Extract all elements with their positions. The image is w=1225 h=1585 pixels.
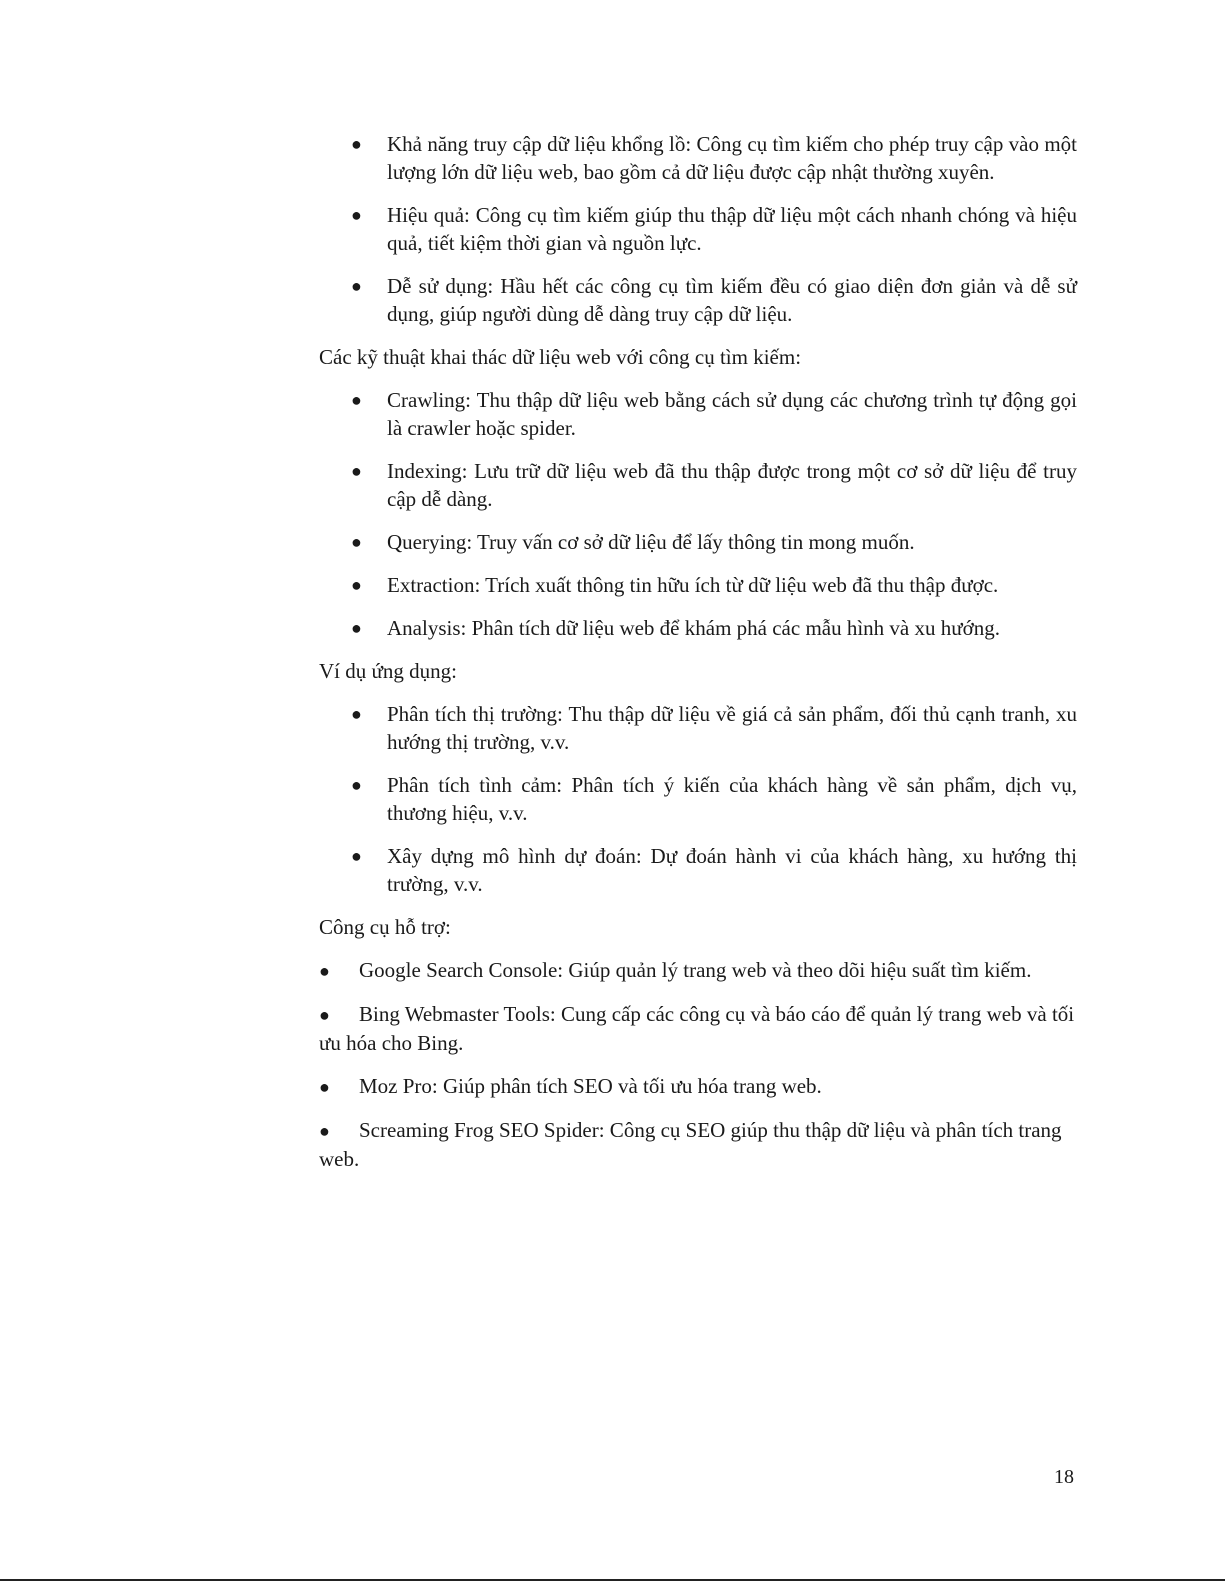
bullet-icon: ● <box>351 775 362 795</box>
tool-item <box>319 1116 1077 1173</box>
list-item-text: Crawling: Thu thập dữ liệu web bằng cách sử dụng các chương trình tự động gọi là crawler hoặc spider. <box>387 388 1077 440</box>
bullet-icon: ● <box>319 1077 330 1097</box>
list-item <box>319 130 1077 186</box>
list-item <box>319 700 1077 756</box>
bullet-icon: ● <box>319 961 330 981</box>
list-item-text: Indexing: Lưu trữ dữ liệu web đã thu thập được trong một cơ sở dữ liệu để truy cập dễ dàng. <box>387 459 1077 511</box>
bullet-icon: ● <box>351 205 362 225</box>
bullet-icon: ● <box>351 276 362 296</box>
techniques-list <box>319 386 1077 642</box>
bullet-icon: ● <box>351 134 362 154</box>
list-item-text: Extraction: Trích xuất thông tin hữu ích từ dữ liệu web đã thu thập được. <box>387 573 999 597</box>
bullet-icon: ● <box>351 704 362 724</box>
tools-list <box>319 956 1077 1173</box>
bullet-icon: ● <box>351 390 362 410</box>
tool-item <box>319 1072 1077 1101</box>
list-item-text: Phân tích tình cảm: Phân tích ý kiến của khách hàng về sản phẩm, dịch vụ, thương hiệu, v.v. <box>387 773 1077 825</box>
list-item <box>319 386 1077 442</box>
tool-item-text: Bing Webmaster Tools: Cung cấp các công cụ và báo cáo để quản lý trang web và tối ưu hóa cho Bing. <box>319 1002 1075 1055</box>
tools-heading: Công cụ hỗ trợ: <box>319 915 451 939</box>
list-item-text: Phân tích thị trường: Thu thập dữ liệu về giá cả sản phẩm, đối thủ cạnh tranh, xu hướng thị trường, v.v. <box>387 702 1077 754</box>
examples-heading: Ví dụ ứng dụng: <box>319 659 457 683</box>
bullet-icon: ● <box>319 1005 330 1025</box>
list-item <box>319 571 1077 599</box>
list-item-text: Querying: Truy vấn cơ sở dữ liệu để lấy thông tin mong muốn. <box>387 530 915 554</box>
page-number: 18 <box>1054 1466 1074 1488</box>
bullet-icon: ● <box>351 532 362 552</box>
list-item-text: Analysis: Phân tích dữ liệu web để khám phá các mẫu hình và xu hướng. <box>387 616 1000 640</box>
tool-item-text: Screaming Frog SEO Spider: Công cụ SEO giúp thu thập dữ liệu và phân tích trang web. <box>319 1118 1062 1171</box>
list-item <box>319 272 1077 328</box>
bullet-icon: ● <box>351 618 362 638</box>
techniques-heading: Các kỹ thuật khai thác dữ liệu web với công cụ tìm kiếm: <box>319 345 802 369</box>
bullet-icon: ● <box>351 461 362 481</box>
list-item <box>319 528 1077 556</box>
bullet-icon: ● <box>319 1121 330 1141</box>
advantages-list <box>319 130 1077 328</box>
list-item <box>319 457 1077 513</box>
tool-item-text: Google Search Console: Giúp quản lý trang web và theo dõi hiệu suất tìm kiếm. <box>359 958 1032 982</box>
bullet-icon: ● <box>351 575 362 595</box>
list-item <box>319 771 1077 827</box>
page-content <box>319 130 1077 1188</box>
examples-list <box>319 700 1077 898</box>
tool-item <box>319 956 1077 985</box>
list-item <box>319 842 1077 898</box>
page-bottom-divider <box>0 1579 1225 1581</box>
list-item <box>319 614 1077 642</box>
bullet-icon: ● <box>351 846 362 866</box>
list-item-text: Hiệu quả: Công cụ tìm kiếm giúp thu thập dữ liệu một cách nhanh chóng và hiệu quả, tiết kiệm thời gian và nguồn lực. <box>387 203 1077 255</box>
tool-item <box>319 1000 1077 1057</box>
list-item <box>319 201 1077 257</box>
list-item-text: Dễ sử dụng: Hầu hết các công cụ tìm kiếm đều có giao diện đơn giản và dễ sử dụng, giúp người dùng dễ dàng truy cập dữ liệu. <box>387 274 1077 326</box>
tool-item-text: Moz Pro: Giúp phân tích SEO và tối ưu hóa trang web. <box>359 1074 822 1098</box>
list-item-text: Khả năng truy cập dữ liệu khổng lồ: Công cụ tìm kiếm cho phép truy cập vào một lượng lớn dữ liệu web, bao gồm cả dữ liệu được cập nhật thường xuyên. <box>387 132 1077 184</box>
list-item-text: Xây dựng mô hình dự đoán: Dự đoán hành vi của khách hàng, xu hướng thị trường, v.v. <box>387 844 1077 896</box>
